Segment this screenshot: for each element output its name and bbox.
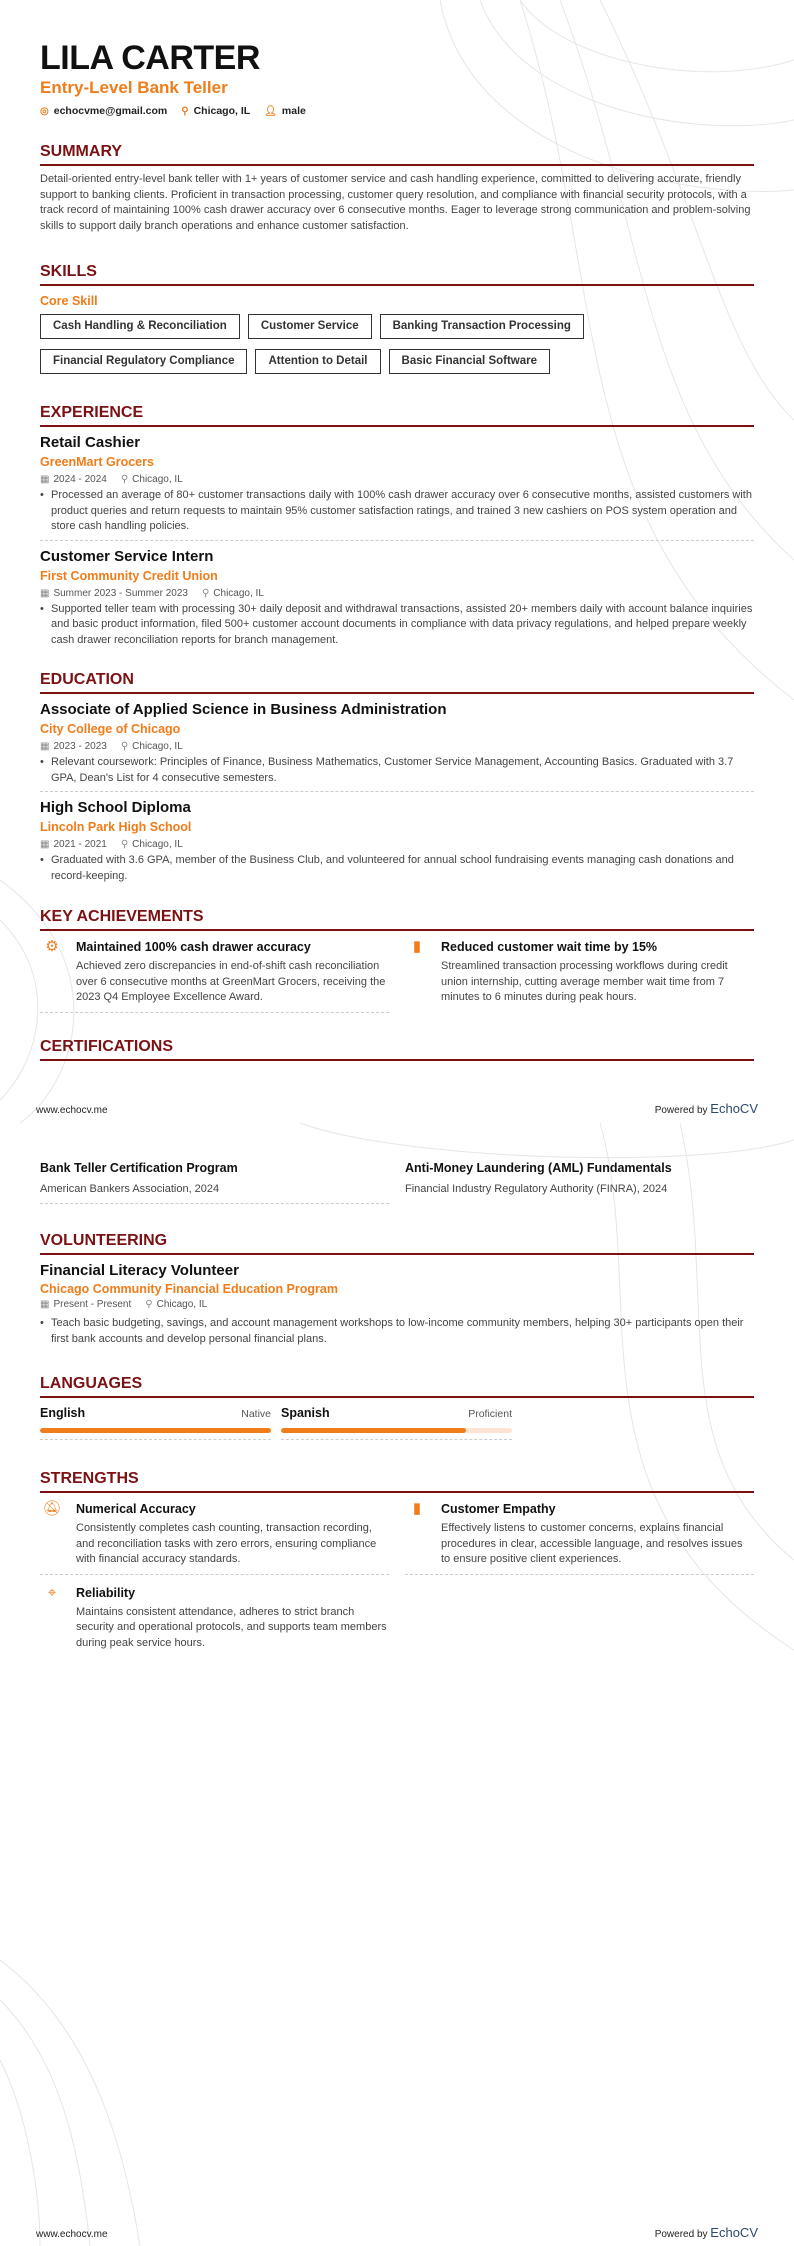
document-icon: ▮ <box>412 938 422 955</box>
item-location: Chicago, IL <box>132 474 183 485</box>
location-icon: ⚲ <box>120 474 129 485</box>
section-heading: CERTIFICATIONS <box>40 1037 754 1061</box>
calendar-icon: ▦ <box>40 741 50 752</box>
document-icon: ▮ <box>412 1500 422 1517</box>
language-proficiency-bar <box>40 1428 271 1433</box>
volunteering-item <box>40 1261 754 1352</box>
gear-icon: ⚙ <box>45 938 59 955</box>
email-icon: ◎ <box>40 106 49 117</box>
item-location: Chicago, IL <box>132 839 183 851</box>
skill-tag: Banking Transaction Processing <box>380 314 584 339</box>
contact-gender <box>264 103 306 120</box>
language-item <box>40 1404 271 1440</box>
item-title: Retail Cashier <box>40 434 141 451</box>
certification-item <box>405 1159 754 1204</box>
section-heading: LANGUAGES <box>40 1374 754 1398</box>
experience-section <box>40 403 754 660</box>
strength-title: Customer Empathy <box>441 1502 556 1516</box>
target-icon: ⌖ <box>47 1583 57 1601</box>
candidate-name: LILA CARTER <box>40 39 260 77</box>
item-organization: Chicago Community Financial Education Program <box>40 1282 338 1296</box>
section-heading: KEY ACHIEVEMENTS <box>40 907 754 931</box>
location-icon: ⚲ <box>120 839 129 851</box>
footer-powered-by: Powered by EchoCV <box>654 1101 758 1116</box>
bell-slash-icon: 🔕︎ <box>42 1500 62 1517</box>
section-heading: SKILLS <box>40 262 754 286</box>
item-dates: Summer 2023 - Summer 2023 <box>53 587 188 599</box>
strength-item <box>40 1499 389 1575</box>
job-title: Entry-Level Bank Teller <box>40 78 228 97</box>
certification-title: Bank Teller Certification Program <box>40 1161 238 1175</box>
language-proficiency-bar <box>281 1428 512 1433</box>
proficiency-fill <box>40 1428 271 1433</box>
email-text: echocvme@gmail.com <box>53 105 168 117</box>
footer-brand: EchoCV <box>710 2225 758 2240</box>
item-title: Customer Service Intern <box>40 547 214 565</box>
strengths-section <box>40 1469 754 1666</box>
item-dates: 2021 - 2021 <box>53 839 107 851</box>
strength-text: Maintains consistent attendance, adheres to strict branch security and operational protocols, and supports team members during peak service hours. <box>76 1605 387 1649</box>
skill-tag: Cash Handling & Reconciliation <box>40 314 240 339</box>
location-icon: ⚲ <box>145 1299 153 1310</box>
achievement-text: Streamlined transaction processing workflows during credit union internship, cutting average member wait time from 7 minutes to 6 minutes during peak hours. <box>441 960 728 1004</box>
item-bullet: • Supported teller team with processing 30+ daily deposit and withdrawal transactions, assisted 20+ members daily with account balance inquiries and basic product information, filed 500+ customer account documents in compliance with data privacy regulations, and helped prepare weekly cash drawer reconciliation reports for branch management. <box>40 602 754 649</box>
education-item <box>40 798 754 889</box>
summary-section <box>40 142 754 234</box>
item-dates: 2024 - 2024 <box>53 474 107 485</box>
language-name: English <box>40 1406 86 1420</box>
item-dates: Present - Present <box>53 1299 132 1310</box>
location-icon: ⚲ <box>120 741 129 752</box>
location-icon: ⚲ <box>201 587 210 599</box>
strength-item <box>405 1499 754 1575</box>
strength-text: Consistently completes cash counting, transaction recording, and reconciliation tasks with zero errors, ensuring compliance with financial accuracy standards. <box>76 1522 377 1566</box>
strength-text: Effectively listens to customer concerns, explains financial procedures in clear, accessible language, and resolves issues to ensure positive client experiences. <box>441 1522 743 1566</box>
item-location: Chicago, IL <box>132 741 183 752</box>
achievement-title: Reduced customer wait time by 15% <box>441 940 658 954</box>
resume-header <box>40 39 754 120</box>
summary-text: Detail-oriented entry-level bank teller with 1+ years of customer service and cash handling experience, committed to delivering accurate, friendly support to banking clients. Proficient in transaction processing, customer query resolution, and compliance with financial security protocols, with a track record of maintaining 100% cash drawer accuracy over 6 consecutive months. Eager to leverage strong communication and problem-solving skills to support daily branch operations and enhance customer satisfaction. <box>40 173 751 232</box>
item-dates: 2023 - 2023 <box>53 741 107 752</box>
skills-section <box>40 262 754 374</box>
footer-brand: EchoCV <box>710 1101 758 1116</box>
language-level: Proficient <box>468 1408 512 1420</box>
page-footer <box>36 1101 758 1116</box>
skill-group-label: Core Skill <box>40 294 98 308</box>
certifications-section <box>40 1037 754 1067</box>
footer-powered-by: Powered by EchoCV <box>654 2225 758 2240</box>
proficiency-fill <box>281 1428 466 1433</box>
item-organization: GreenMart Grocers <box>40 455 154 469</box>
language-name: Spanish <box>281 1406 330 1420</box>
item-bullet: • Processed an average of 80+ customer transactions daily with 100% cash drawer accuracy over 6 consecutive months, assisted customers with product queries and return requests to maintain 95% customer satisfaction ratings, and trained 3 new cashiers on POS system operation and store cash handling policies. <box>40 488 754 535</box>
item-title: Financial Literacy Volunteer <box>40 1262 239 1279</box>
strength-title: Reliability <box>76 1585 136 1600</box>
item-organization: City College of Chicago <box>40 722 181 736</box>
strength-item <box>40 1583 389 1658</box>
skill-tag: Financial Regulatory Compliance <box>40 349 247 374</box>
gender-text: male <box>281 105 306 117</box>
page-footer <box>36 2225 758 2240</box>
section-heading: STRENGTHS <box>40 1469 754 1493</box>
achievement-text: Achieved zero discrepancies in end-of-shift cash reconciliation over 6 consecutive months at GreenMart Grocers, receiving the 2023 Q4 Employee Excellence Award. <box>76 960 386 1004</box>
item-title: High School Diploma <box>40 799 191 817</box>
section-heading: EDUCATION <box>40 670 754 694</box>
item-title: Associate of Applied Science in Business Administration <box>40 701 447 718</box>
item-organization: Lincoln Park High School <box>40 820 192 835</box>
experience-item <box>40 547 754 654</box>
achievement-title: Maintained 100% cash drawer accuracy <box>76 940 311 954</box>
volunteering-section <box>40 1231 754 1358</box>
section-heading: EXPERIENCE <box>40 403 754 427</box>
contact-email[interactable] <box>40 103 167 120</box>
language-level: Native <box>241 1408 271 1420</box>
experience-item <box>40 433 754 541</box>
footer-site-link[interactable]: www.echocv.me <box>36 1105 108 1116</box>
education-item <box>40 700 754 792</box>
calendar-icon: ▦ <box>40 587 50 599</box>
contact-info <box>40 103 754 120</box>
languages-section <box>40 1374 754 1440</box>
calendar-icon: ▦ <box>40 839 50 851</box>
skill-tag: Basic Financial Software <box>389 349 551 374</box>
skill-tags <box>40 314 640 374</box>
certification-item <box>40 1159 389 1204</box>
item-location: Chicago, IL <box>213 587 264 599</box>
item-bullet: • Teach basic budgeting, savings, and account management workshops to low-income community members, helping 30+ participants open their first bank accounts and develop personal financial plans. <box>40 1316 754 1347</box>
item-bullet: • Graduated with 3.6 GPA, member of the Business Club, and volunteered for annual school fundraising events managing cash donations and record-keeping. <box>40 853 754 884</box>
person-icon: 👤︎ <box>264 106 277 117</box>
strength-title: Numerical Accuracy <box>76 1502 196 1516</box>
achievement-item <box>40 937 389 1013</box>
item-organization: First Community Credit Union <box>40 568 218 583</box>
skill-tag: Customer Service <box>248 314 372 339</box>
footer-site-link[interactable]: www.echocv.me <box>36 2229 108 2240</box>
location-text: Chicago, IL <box>193 105 251 117</box>
certification-list <box>40 1159 754 1204</box>
location-icon: ⚲ <box>181 106 189 117</box>
item-location: Chicago, IL <box>156 1299 208 1310</box>
calendar-icon: ▦ <box>40 1299 50 1310</box>
skill-tag: Attention to Detail <box>255 349 380 374</box>
education-section <box>40 670 754 895</box>
certification-issuer: American Bankers Association, 2024 <box>40 1183 220 1195</box>
contact-location <box>181 103 250 120</box>
section-heading: VOLUNTEERING <box>40 1231 754 1255</box>
language-item <box>281 1404 512 1440</box>
calendar-icon: ▦ <box>40 474 50 485</box>
achievement-item <box>405 937 754 1013</box>
certification-issuer: Financial Industry Regulatory Authority (FINRA), 2024 <box>405 1183 668 1195</box>
item-bullet: • Relevant coursework: Principles of Finance, Business Mathematics, Customer Service Management, Accounting Basics. Graduated with 3.7 GPA, Dean's List for 4 consecutive semesters. <box>40 755 754 786</box>
achievements-section <box>40 907 754 1021</box>
certification-title: Anti-Money Laundering (AML) Fundamentals <box>405 1161 672 1175</box>
section-heading: SUMMARY <box>40 142 754 166</box>
